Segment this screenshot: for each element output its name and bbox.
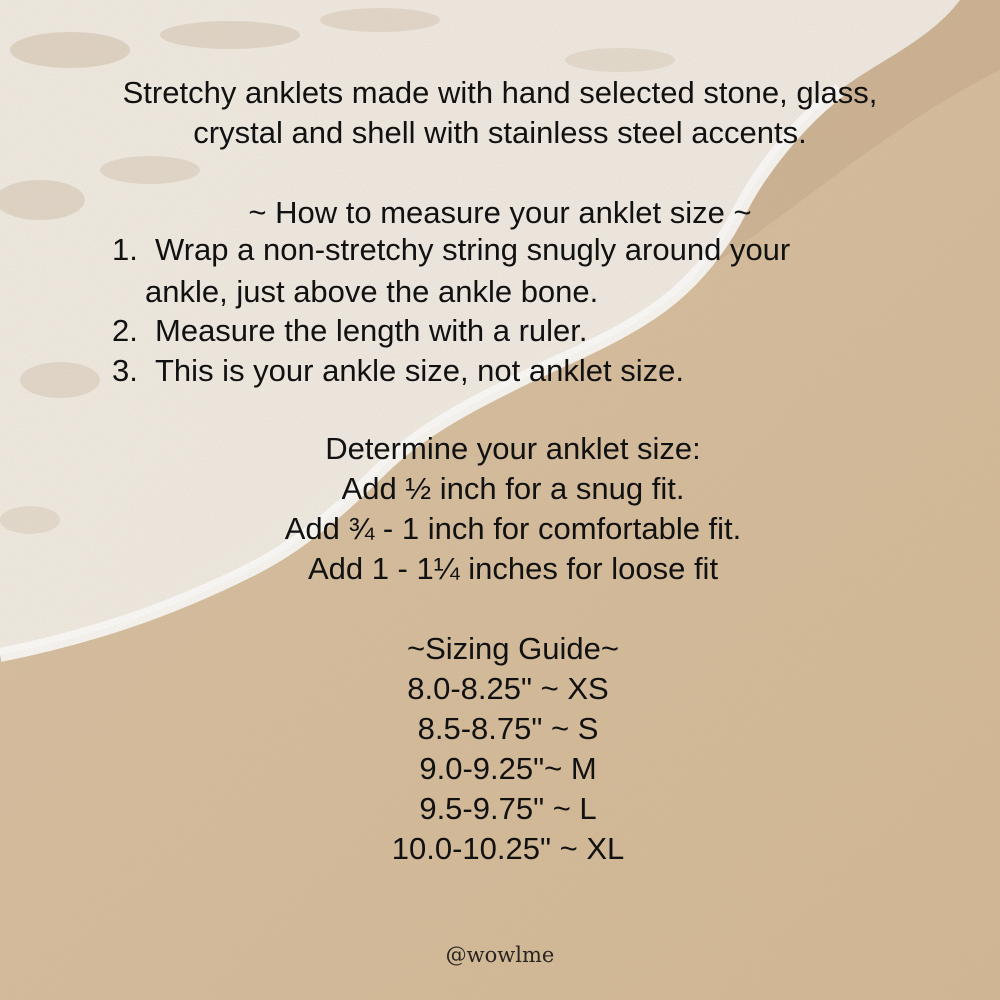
determine-line-3: Add 1 - 1¼ inches for loose fit [307, 551, 719, 586]
step-1-line-1: Wrap a non-stretchy string snugly around your [155, 232, 791, 267]
step-number: 1. [112, 232, 138, 267]
step-3-line-1: This is your ankle size, not anklet size. [155, 353, 684, 388]
measure-heading: ~ How to measure your anklet size ~ [248, 195, 752, 230]
determine-line-2: Add ¾ - 1 inch for comfortable fit. [284, 511, 742, 546]
sizing-row: 8.5-8.75" ~ S [417, 711, 599, 746]
determine-line-1: Add ½ inch for a snug fit. [341, 471, 685, 506]
intro-line-1: Stretchy anklets made with hand selected stone, glass, [122, 75, 878, 110]
sizing-heading: ~Sizing Guide~ [407, 631, 619, 666]
social-handle: @wowlme [445, 943, 555, 967]
sizing-row: 9.5-9.75" ~ L [419, 791, 597, 826]
step-1-line-2: ankle, just above the ankle bone. [145, 274, 599, 309]
step-number: 3. [112, 353, 138, 388]
sizing-row: 10.0-10.25" ~ XL [391, 831, 625, 866]
sizing-row: 9.0-9.25"~ M [419, 751, 597, 786]
sizing-row: 8.0-8.25" ~ XS [407, 671, 609, 706]
step-2-line-1: Measure the length with a ruler. [155, 313, 588, 348]
step-number: 2. [112, 313, 138, 348]
determine-heading: Determine your anklet size: [325, 431, 701, 466]
intro-line-2: crystal and shell with stainless steel accents. [193, 115, 807, 150]
